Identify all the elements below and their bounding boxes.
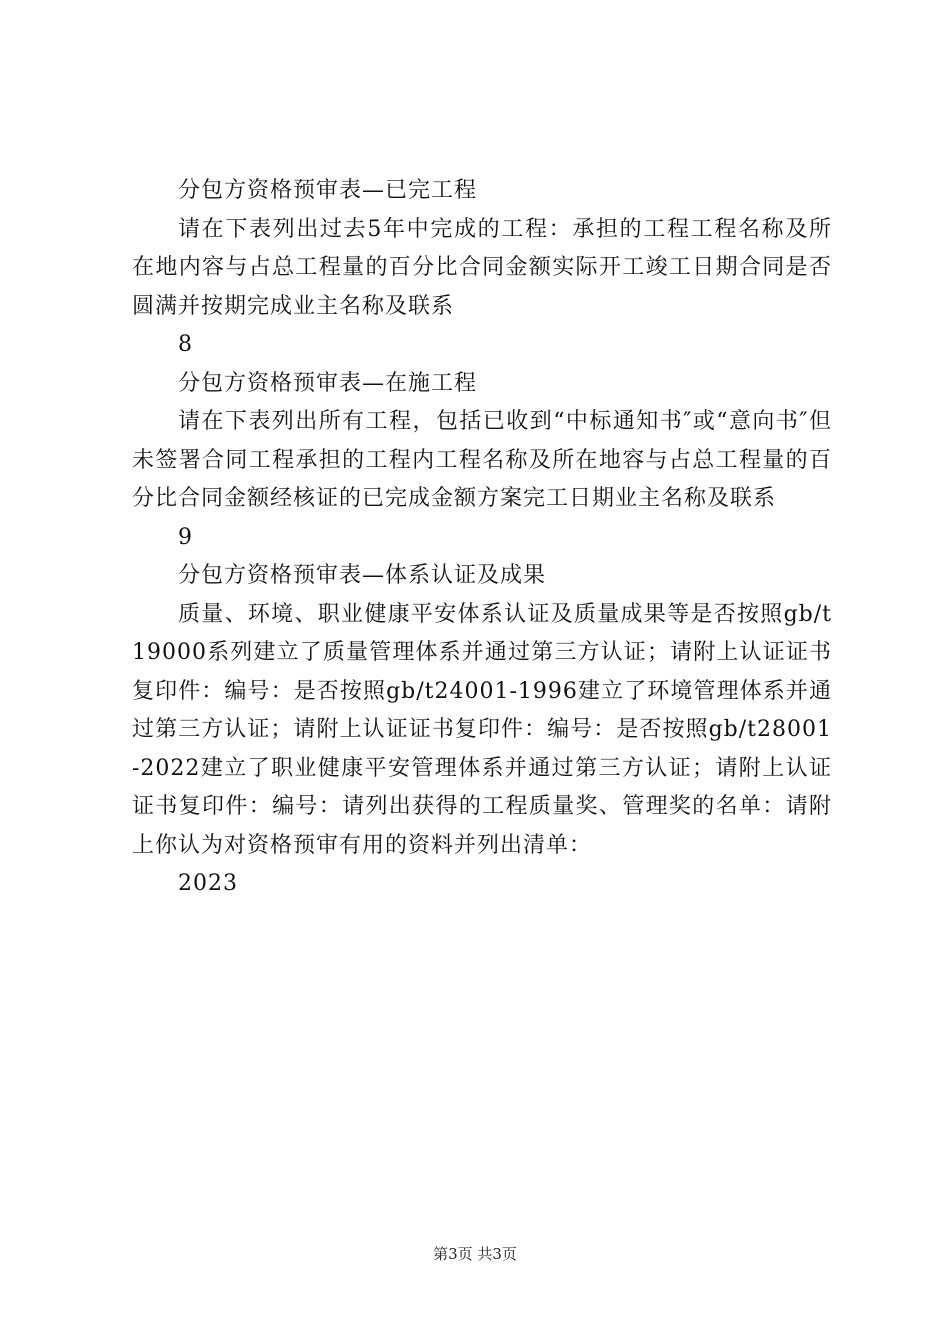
year-marker: 2023	[178, 871, 238, 896]
page-footer: 第3页 共3页	[433, 1245, 517, 1263]
completed-projects-text: 请在下表列出过去5年中完成的工程：承担的工程工程名称及所在地内容与占总工程量的百分比合同金额实际开工竣工日期合同是否圆满并按期完成业主名称及联系	[132, 216, 832, 319]
section-title-certification: 分包方资格预审表—体系认证及成果	[178, 563, 547, 588]
document-body	[132, 172, 832, 904]
certification-text: 质量、环境、职业健康平安体系认证及质量成果等是否按照gb/t19000系列建立了质量管理体系并通过第三方认证；请附上认证证书复印件：编号：是否按照gb/t24001-1996建立了环境管理体系并通过第三方认证；请附上认证证书复印件：编号：是否按照gb/t28001-2022建立了职业健康平安管理体系并通过第三方认证；请附上认证证书复印件：编号：请列出获得的工程质量奖、管理奖的名单：请附上你认为对资格预审有用的资料并列出清单：	[132, 601, 832, 858]
section-title-completed: 分包方资格预审表—已完工程	[178, 178, 478, 203]
ongoing-projects-text: 请在下表列出所有工程，包括已收到“中标通知书″或“意向书″但未签署合同工程承担的工程内工程名称及所在地容与占总工程量的百分比合同金额经核证的已完成金额方案完工日期业主名称及联系	[132, 409, 832, 511]
page-marker-9: 9	[178, 524, 193, 550]
page-marker-8: 8	[178, 332, 193, 357]
section-title-ongoing: 分包方资格预审表—在施工程	[178, 370, 478, 396]
